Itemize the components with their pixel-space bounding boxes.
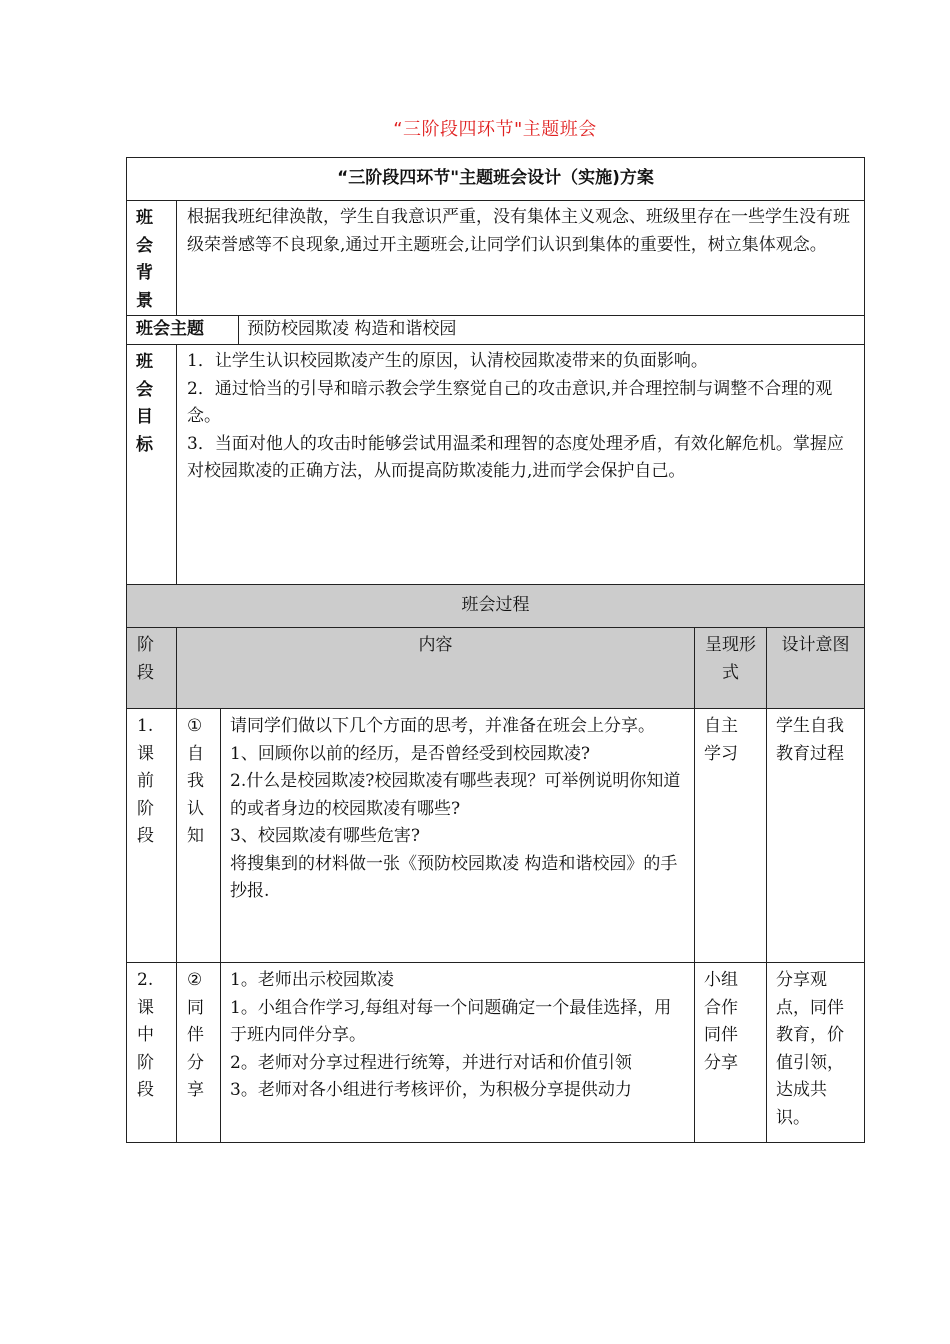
header-stage: 阶 段 xyxy=(127,628,177,709)
document-title: “三阶段四环节"主题班会 xyxy=(393,119,597,140)
lesson-plan-table xyxy=(126,157,865,1143)
step-cell: ② 同 伴 分 享 xyxy=(177,963,221,1143)
content-cell: 1。老师出示校园欺凌 1。小组合作学习,每组对每一个问题确定一个最佳选择，用于班内同伴分享。 2。老师对分享过程进行统筹，并进行对话和价值引领 3。老师对各小组进行考核评价，为积极分享提供动力 xyxy=(221,963,695,1143)
plan-title: “三阶段四环节"主题班会设计（实施)方案 xyxy=(127,158,865,201)
topic-value: 预防校园欺凌 构造和谐校园 xyxy=(239,316,865,345)
goal-item: 3．当面对他人的攻击时能够尝试用温柔和理智的态度处理矛盾，有效化解危机。掌握应对校园欺凌的正确方法，从而提高防欺凌能力,进而学会保护自己。 xyxy=(187,433,844,481)
content-cell: 请同学们做以下几个方面的思考，并准备在班会上分享。 1、回顾你以前的经历，是否曾经受到校园欺凌? 2.什么是校园欺凌?校园欺凌有哪些表现？可举例说明你知道的或者身边的校园欺凌有哪些? 3、校园欺凌有哪些危害? 将搜集到的材料做一张《预防校园欺凌 构造和谐校园》的手抄报. xyxy=(221,709,695,963)
topic-label: 班会主题 xyxy=(127,316,239,345)
goal-item: 2．通过恰当的引导和暗示教会学生察觉自己的攻击意识,并合理控制与调整不合理的观念。 xyxy=(187,378,833,426)
stage-cell: 1. 课 前 阶 段 xyxy=(127,709,177,963)
intent-cell: 学生自我教育过程 xyxy=(767,709,865,963)
table-row xyxy=(127,963,865,1143)
process-title: 班会过程 xyxy=(127,585,865,628)
intent-cell: 分享观点，同伴教育，价值引领，达成共识。 xyxy=(767,963,865,1143)
goals-list xyxy=(177,345,865,585)
stage-cell: 2. 课 中 阶 段 xyxy=(127,963,177,1143)
goals-label: 班 会 目 标 xyxy=(127,345,177,585)
background-text: 根据我班纪律涣散，学生自我意识严重，没有集体主义观念、班级里存在一些学生没有班级荣誉感等不良现象,通过开主题班会,让同学们认识到集体的重要性，树立集体观念。 xyxy=(177,201,865,316)
header-intent: 设计意图 xyxy=(767,628,865,709)
step-cell: ① 自 我 认 知 xyxy=(177,709,221,963)
form-cell: 小组 合作 同伴 分享 xyxy=(695,963,767,1143)
goal-item: 1．让学生认识校园欺凌产生的原因，认清校园欺凌带来的负面影响。 xyxy=(187,351,708,371)
background-label: 班 会 背 景 xyxy=(127,201,177,316)
header-content: 内容 xyxy=(177,628,695,709)
header-form: 呈现形 式 xyxy=(695,628,767,709)
table-row xyxy=(127,709,865,963)
form-cell: 自主 学习 xyxy=(695,709,767,963)
